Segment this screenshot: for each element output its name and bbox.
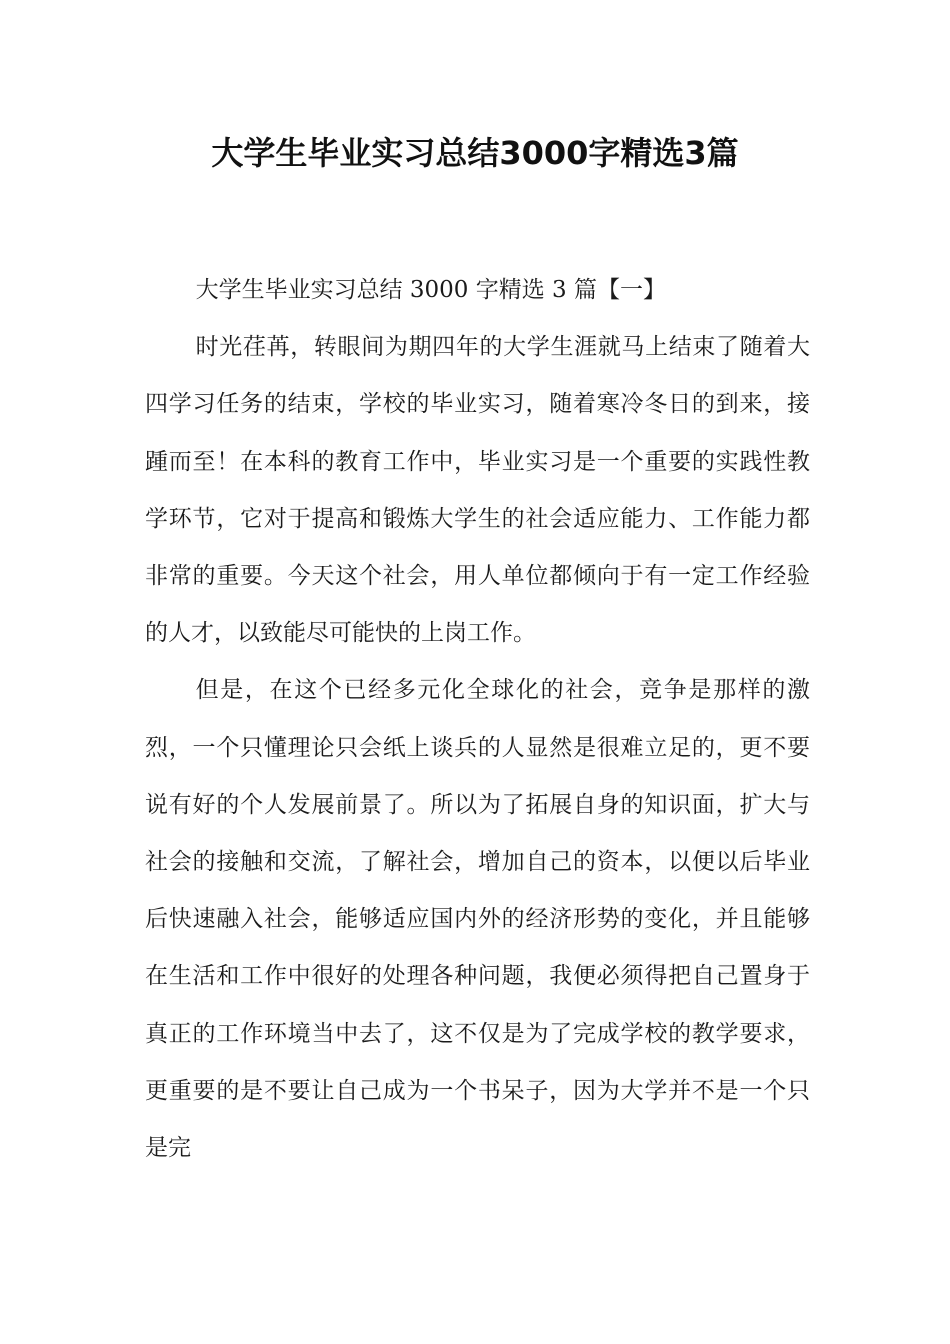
section-heading: 大学生毕业实习总结 3000 字精选 3 篇【一】 <box>195 277 667 303</box>
document-body <box>145 262 810 1177</box>
document-title: 大学生毕业实习总结3000字精选3篇 <box>211 134 739 172</box>
body-paragraph: 但是，在这个已经多元化全球化的社会，竞争是那样的激烈，一个只懂理论只会纸上谈兵的人显然是很难立足的，更不要说有好的个人发展前景了。所以为了拓展自身的知识面，扩大与社会的接触和交流，了解社会，增加自己的资本，以便以后毕业后快速融入社会，能够适应国内外的经济形势的变化，并且能够在生活和工作中很好的处理各种问题，我便必须得把自己置身于真正的工作环境当中去了，这不仅是为了完成学校的教学要求，更重要的是不要让自己成为一个书呆子，因为大学并不是一个只是完 <box>145 677 810 1162</box>
body-paragraph: 时光荏苒，转眼间为期四年的大学生涯就马上结束了随着大四学习任务的结束，学校的毕业实习，随着寒冷冬日的到来，接踵而至！在本科的教育工作中，毕业实习是一个重要的实践性教学环节，它对于提高和锻炼大学生的社会适应能力、工作能力都非常的重要。今天这个社会，用人单位都倾向于有一定工作经验的人才，以致能尽可能快的上岗工作。 <box>145 334 810 647</box>
